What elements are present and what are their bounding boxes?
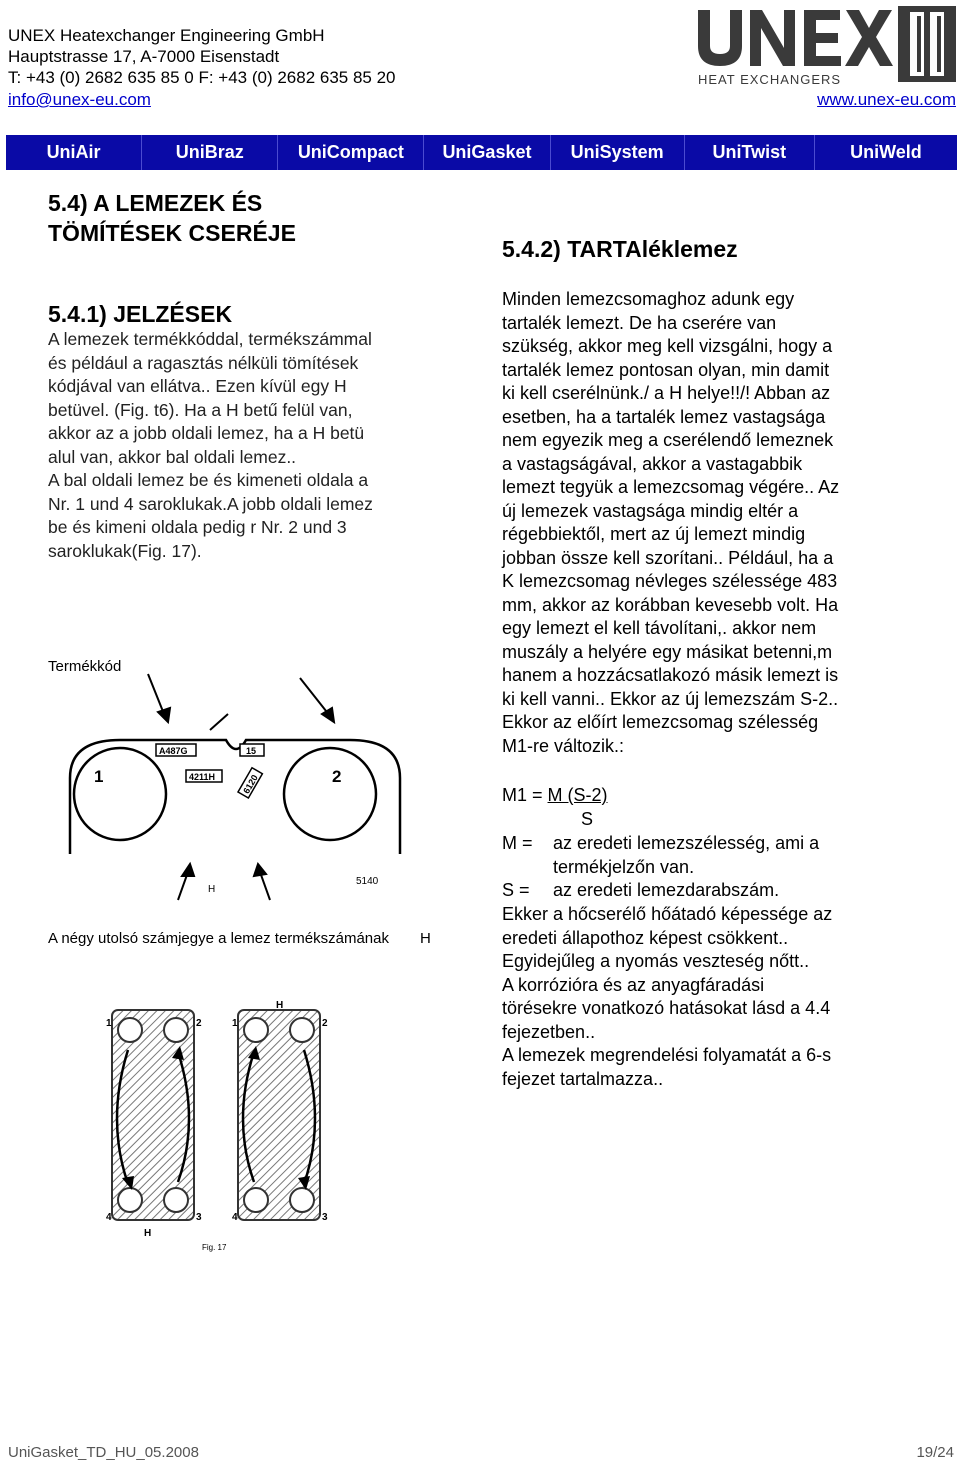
text-line: fejezetben.. bbox=[502, 1021, 596, 1042]
text-line: mm, akkor az korábban kevesebb volt. Ha bbox=[502, 594, 839, 615]
text-line: tartalék lemezt. De ha cserére van bbox=[502, 312, 777, 333]
product-code-box: A487G bbox=[159, 746, 188, 756]
text-line: alul van, akkor bal oldali lemez.. bbox=[48, 446, 297, 467]
text-line: nem egyezik meg a cserélendő lemeznek bbox=[502, 430, 834, 450]
effects-paragraph bbox=[502, 903, 894, 1091]
product-nav bbox=[6, 135, 957, 170]
text-line: ki kell vanni.. Ekkor az új lemezszám S-2.. bbox=[502, 688, 839, 709]
plate-port-2: 2 bbox=[196, 1018, 202, 1029]
text-line: Ekkor az előírt lemezcsomag szélesség bbox=[502, 712, 819, 732]
jelzesek-paragraph bbox=[48, 328, 436, 563]
nav-unisystem[interactable]: UniSystem bbox=[551, 135, 685, 170]
figure-label-last-digits: A négy utolsó számjegye a lemez termékszámának bbox=[48, 930, 389, 947]
text-line: akkor az a jobb oldali lemez, ha a H betü bbox=[48, 423, 365, 443]
plate-port-3b: 3 bbox=[322, 1212, 328, 1223]
def-m-value-line2: termékjelzőn van. bbox=[553, 857, 695, 877]
h-bottom-left-plate: H bbox=[144, 1228, 152, 1239]
nav-uniweld[interactable]: UniWeld bbox=[850, 142, 922, 162]
plate-port-3: 3 bbox=[196, 1212, 202, 1223]
number-box: 15 bbox=[246, 746, 257, 756]
product-number-box: 4211H bbox=[189, 772, 216, 782]
text-line: saroklukak(Fig. 17). bbox=[48, 540, 202, 561]
text-line: lemezt tegyük a lemezcsomag végére.. Az bbox=[502, 477, 840, 497]
text-line: fejezet tartalmazza.. bbox=[502, 1068, 664, 1089]
tartalek-paragraph bbox=[502, 288, 894, 758]
formula-denominator: S bbox=[581, 809, 594, 829]
def-m-key: M = bbox=[502, 833, 533, 853]
text-line: új lemezek vastagsága mindig eltér a bbox=[502, 500, 799, 521]
nav-uniair[interactable]: UniAir bbox=[6, 135, 142, 170]
company-address: Hauptstrasse 17, A-7000 Eisenstadt bbox=[8, 47, 280, 66]
company-phone: T: +43 (0) 2682 635 85 0 F: +43 (0) 2682 635 85 20 bbox=[8, 68, 396, 87]
text-line: A korrózióra és az anyagfáradási bbox=[502, 974, 765, 995]
text-line: kódjával van ellátva.. Ezen kívül egy H bbox=[48, 376, 347, 396]
section-title-line2: TÖMÍTÉSEK CSERÉJE bbox=[48, 220, 296, 246]
text-line: A bal oldali lemez be és kimeneti oldala a bbox=[48, 470, 369, 490]
text-line: a vastagságával, akkor a vastagabbik bbox=[502, 453, 803, 474]
port-label-2: 2 bbox=[332, 767, 342, 786]
text-line: régebbiektől, mert az új lemezt mindig bbox=[502, 524, 806, 544]
text-line: egy lemezt el kell távolítani,. akkor nem bbox=[502, 618, 817, 638]
unex-logo bbox=[694, 4, 958, 88]
angled-code-box: 6120 bbox=[241, 773, 260, 796]
text-line: Ekker a hőcserélő hőátadó képessége az bbox=[502, 904, 833, 924]
text-line: jobban össze kell szorítani.. Például, ha a bbox=[502, 547, 834, 568]
plate-port-2b: 2 bbox=[322, 1018, 328, 1029]
port-label-1: 1 bbox=[94, 767, 104, 786]
left-right-plates-figure bbox=[92, 990, 332, 1258]
text-line: Egyidejűleg a nyomás veszteség nőtt.. bbox=[502, 951, 810, 971]
nav-unigasket[interactable]: UniGasket bbox=[424, 135, 550, 170]
def-s-key: S = bbox=[502, 880, 530, 900]
text-line: A lemezek termékkóddal, termékszámmal bbox=[48, 329, 372, 349]
plate-port-1: 1 bbox=[106, 1018, 112, 1029]
plate-port-4b: 4 bbox=[232, 1212, 238, 1223]
h-mark: H bbox=[208, 884, 216, 895]
text-line: ki kell cserélnünk./ a H helye!!/! Abban az bbox=[502, 383, 831, 403]
text-line: és például a ragasztás nélküli tömítések bbox=[48, 352, 359, 373]
plate-marking-figure bbox=[60, 670, 440, 902]
text-line: muszály a helyére egy másikat betenni,m bbox=[502, 641, 833, 662]
text-line: törésekre vonatkozó hatásokat lásd a 4.4 bbox=[502, 998, 831, 1018]
last-four-digits: 5140 bbox=[356, 876, 379, 887]
website-link[interactable]: www.unex-eu.com bbox=[817, 90, 956, 109]
text-line: be és kimeni oldala pedig r Nr. 2 und 3 bbox=[48, 517, 347, 537]
def-s-value: az eredeti lemezdarabszám. bbox=[553, 880, 780, 900]
document-id: UniGasket_TD_HU_05.2008 bbox=[8, 1444, 199, 1461]
nav-unibraz[interactable]: UniBraz bbox=[142, 135, 278, 170]
plate-port-1b: 1 bbox=[232, 1018, 238, 1029]
company-name: UNEX Heatexchanger Engineering GmbH bbox=[8, 26, 325, 45]
text-line: A lemezek megrendelési folyamatát a 6-s bbox=[502, 1045, 832, 1065]
formula bbox=[502, 784, 608, 808]
figure-caption: Fig. 17 bbox=[202, 1243, 227, 1252]
text-line: eredeti állapothoz képest csökkent.. bbox=[502, 927, 789, 948]
figure-label-termekkod: Termékkód bbox=[48, 658, 122, 675]
text-line: Nr. 1 und 4 saroklukak.A jobb oldali lemez bbox=[48, 493, 373, 514]
text-line: betüvel. (Fig. t6). Ha a H betű felül van, bbox=[48, 399, 353, 420]
nav-unicompact[interactable]: UniCompact bbox=[278, 135, 424, 170]
text-line: szükség, akkor meg kell vizsgálni, hogy a bbox=[502, 336, 833, 356]
def-m-value-line1: az eredeti lemezszélesség, ami a bbox=[553, 833, 820, 853]
figure-label-h: H bbox=[420, 930, 431, 947]
section-title-line1: 5.4) A LEMEZEK ÉS bbox=[48, 190, 263, 216]
text-line: tartalék lemez pontosan olyan, min damit bbox=[502, 359, 830, 380]
text-line: hanem a hozzácsatlakozó másik lemezt is bbox=[502, 665, 839, 685]
text-line: Minden lemezcsomaghoz adunk egy bbox=[502, 289, 795, 309]
text-line: esetben, ha a tartalék lemez vastagsága bbox=[502, 406, 826, 427]
text-line: M1-re változik.: bbox=[502, 735, 625, 756]
formula-numerator: M (S-2) bbox=[547, 785, 608, 805]
logo-subtitle: HEAT EXCHANGERS bbox=[698, 72, 842, 87]
email-link[interactable]: info@unex-eu.com bbox=[8, 90, 151, 109]
h-top-right-plate: H bbox=[276, 1000, 284, 1011]
formula-lhs: M1 = bbox=[502, 785, 548, 805]
subsection-title-tartalek: 5.4.2) TARTAléklemez bbox=[502, 236, 738, 262]
plate-port-4: 4 bbox=[106, 1212, 112, 1223]
page-number: 19/24 bbox=[916, 1444, 954, 1461]
text-line: K lemezcsomag névleges szélessége 483 bbox=[502, 571, 838, 591]
nav-unitwist[interactable]: UniTwist bbox=[685, 135, 815, 170]
subsection-title-jelzesek: 5.4.1) JELZÉSEK bbox=[48, 301, 233, 327]
